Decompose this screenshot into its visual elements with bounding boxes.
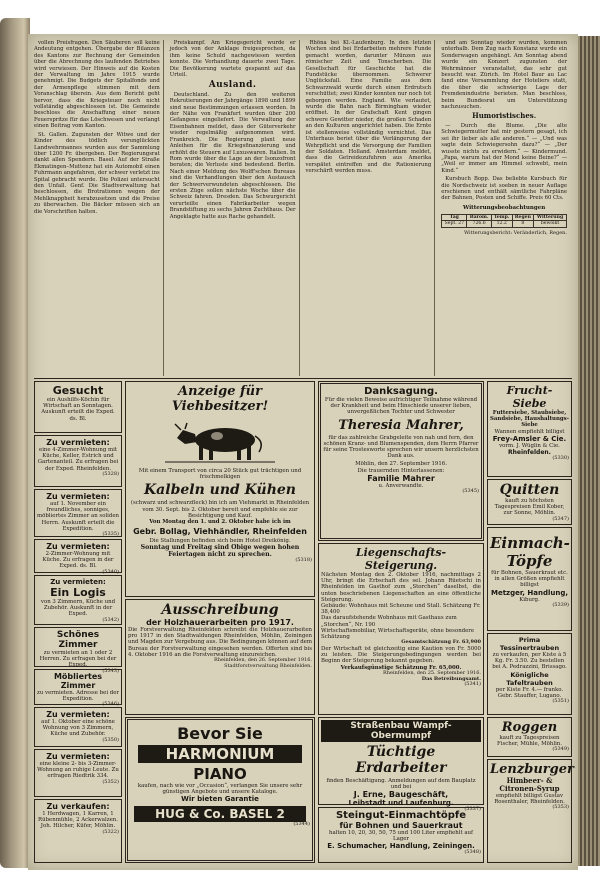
ad-text: zu vermieten an 1 oder 2 Herren. Zu erfragen bei der Exped. bbox=[39, 650, 117, 669]
weather-cell: bewölkt bbox=[534, 221, 567, 227]
ad-text: Mit einem Transport von circa 20 Stück gut trächtigen und frischmelkigen bbox=[138, 468, 302, 481]
ad-text: Die Stallungen befinden sich beim Hotel Dreikönig. bbox=[149, 538, 291, 545]
ad-zimmer-3 bbox=[34, 539, 122, 573]
ad-subtitle: der Holzhauerarbeiten pro 1917. bbox=[146, 618, 294, 627]
book-pages-edge bbox=[576, 36, 600, 866]
ad-number: (5330) bbox=[552, 455, 569, 462]
ad-title: Möbliertes Zimmer bbox=[53, 672, 103, 690]
ad-firm: Metzger, Handlung, bbox=[490, 588, 569, 597]
ad-text: per Kiste Fr. 4.— franko. Gebr. Stauffer, Lugano. bbox=[495, 686, 564, 699]
ad-number: (5341) bbox=[464, 681, 481, 688]
ad-title: Prima Tessinertrauben bbox=[499, 636, 560, 652]
news-column-2 bbox=[170, 40, 300, 376]
ad-title: Töpfe bbox=[506, 552, 553, 570]
ad-headline: Kalbeln und Kühen bbox=[144, 482, 296, 499]
ad-text: auf 1. Oktober eine schöne Wohnung von 3 Zimmern, Küche und Zubehör. bbox=[41, 719, 115, 738]
ad-title: Gesucht bbox=[52, 384, 104, 397]
ad-firm: HUG & Co. BASEL 2 bbox=[134, 806, 306, 822]
ad-number: (5337) bbox=[464, 806, 481, 813]
ad-lenzburger bbox=[487, 759, 572, 863]
ad-text: empfiehlt billigst Gustav Rosenthaler, Rheinfelden. bbox=[494, 793, 565, 806]
ad-tessinertrauben bbox=[487, 633, 572, 715]
weather-header: Regen bbox=[512, 215, 534, 221]
ad-quitten bbox=[487, 479, 572, 525]
ad-number: (5339) bbox=[552, 601, 569, 608]
ad-ausschreibung bbox=[125, 599, 315, 715]
weather-footer: Witterungsbericht: Veränderlich, Regen. bbox=[463, 229, 567, 236]
ad-text: eine 4-Zimmer-Wohnung mit Küche, Keller, Estrich und Gartenanteil. Zu erfragen bei der Exped. Rheinfelden. bbox=[37, 447, 119, 472]
ad-subtitle: Himbeer- & Citronen-Syrup bbox=[499, 776, 560, 793]
ad-headline: Bevor Sie bbox=[177, 724, 263, 743]
ad-title: Zu vermieten: bbox=[46, 710, 110, 719]
column-text: Preiskampf. Am Kriegsgericht wurde er jedoch von der Anklage freigesprochen, da ihm keine Schuld nachgewiesen werden konnte. Die Verhandlung dauerte zwei Tage. Die Bevölkerung wartete gespannt auf das Urteil. bbox=[169, 40, 296, 79]
column-text: St. Gallen. Zugunsten der Witwe und der Kinder des tödlich verunglückten Landwehrmannes wurden aus der Sammlung über 1200 Fr. übergeben. Der Regierungsrat dankt allen Spendern. Basel. Auf der Straße Ekmatingen–Muttenz hat ein Automobil einen Fuhrmann angefahren, der schwer verletzt ins Spital gebracht wurde. Die Polizei untersucht den Unfall. Genf. Die Stadtverwaltung hat beschlossen, die Brotrationen wegen der Mehlknappheit herabzusetzen und die Preise zu überwachen. Die Bäcker müssen sich an die Vorschriften halten. bbox=[34, 131, 160, 215]
ad-steingut bbox=[318, 807, 484, 863]
ad-date: Von Montag den 1. und 2. Oktober habe ich im bbox=[149, 519, 291, 526]
newspaper-page bbox=[28, 34, 578, 870]
ad-number: (5346) bbox=[102, 701, 119, 708]
ad-text: Die Forstverwaltung Rheinfelden schreibt die Holzhauerarbeiten pro 1917 in den Stadtwaldungen Rheinfelden, Möhlin, Zeiningen und Magden zur Vergebung aus. Die Bedingungen können auf dem Bureau der Forstverwaltung eingesehen werden. Offerten sind bis 4. Oktober 1916 an die Forstverwaltung einzureichen. bbox=[128, 627, 312, 658]
weather-header: Temp. bbox=[491, 215, 512, 221]
news-column-3 bbox=[306, 40, 436, 376]
ad-title: Steingut-Einmachtöpfe bbox=[335, 810, 467, 821]
ad-title: Einmach- bbox=[490, 534, 570, 552]
ad-number: (5349) bbox=[552, 746, 569, 753]
ad-number: (5353) bbox=[552, 804, 569, 811]
ad-number: (5350) bbox=[102, 736, 119, 743]
ad-text: kauft zu Tagespreisen Fischer, Mühle, Möhlin. bbox=[497, 735, 562, 748]
ad-title: Zu vermieten: bbox=[46, 438, 110, 447]
ad-title: Zu vermieten: bbox=[50, 578, 106, 586]
ad-text: halten 10, 20, 30, 50, 75 und 100 Liter empfiehlt auf Lager bbox=[328, 830, 474, 843]
ad-text: für Bohnen, Sauerkraut etc. in allen Größen empfiehlt billigst bbox=[491, 570, 568, 589]
ad-firm: Frey-Amsler & Cie. bbox=[492, 434, 567, 443]
ad-text: zu verkaufen, per Kiste à 5 Kg. Fr. 3.50. Zu bestellen bei A. Pedrazzini, Brissago. bbox=[492, 652, 567, 671]
ad-title: Ausschreibung bbox=[161, 602, 279, 618]
ad-number: (5335) bbox=[102, 531, 119, 538]
weather-header: Witterung bbox=[534, 215, 567, 221]
ad-liegenschafts-steigerung bbox=[318, 543, 484, 715]
weather-cell: 726.6 bbox=[467, 221, 491, 227]
ad-title: Königliche Tafeltrauben bbox=[506, 670, 553, 687]
ad-family: u. Anverwandte. bbox=[378, 482, 424, 489]
ad-title: Zu verkaufen: bbox=[46, 802, 110, 811]
section-heading: Humoristisches. bbox=[472, 111, 537, 121]
ad-number: (5340) bbox=[102, 568, 119, 575]
ad-moebliertes-zimmer bbox=[34, 669, 122, 708]
ad-logis bbox=[34, 575, 122, 625]
ad-text: für das zahlreiche Grabgeleite von nah und fern, den schönen Kranz- und Blumenspenden, dem Herrn Pfarrer für seine Trostesworte sprechen wir unsern herzlichsten Dank aus. bbox=[323, 434, 479, 460]
ad-text: finden Beschäftigung. Anmeldungen auf dem Bauplatz und bei bbox=[326, 778, 476, 791]
cow-icon bbox=[155, 416, 285, 466]
book-binding-left bbox=[0, 18, 30, 868]
ad-number: (5345) bbox=[462, 488, 479, 495]
ad-sign: Stadtforstverwaltung Rheinfelden. bbox=[224, 662, 312, 669]
weather-table bbox=[441, 214, 567, 227]
weather-cell: 12.2 bbox=[491, 221, 512, 227]
ad-firm: Gebr. Bollag, Viehhändler, Rheinfelden bbox=[133, 527, 307, 537]
weather-header: Barom. bbox=[467, 215, 491, 221]
ads-section bbox=[34, 378, 572, 866]
column-text: und am Sonntag wieder wurden, kommen unterhalb. Dem Zug nach Konstanz wurde ein Sonderwagen angehängt. Am Sonntag abend wurde ein Konzert zugunsten der Wehrmänner veranstaltet, das sehr gut besucht war. Zürich. Im Hotel Baur au Lac fand eine Versammlung der Hoteliers statt, die über die schwierige Lage der Fremdenindustrie berieten. Man beschloss, beim Bundesrat um Unterstützung nachzusuchen. bbox=[441, 40, 567, 111]
ad-text: kauft zu höchsten Tagespreisen Emil Kober, zur Sonne, Möhlin. bbox=[494, 498, 565, 517]
ad-number: (5347) bbox=[552, 515, 569, 522]
ad-title: Zu vermieten: bbox=[46, 542, 110, 551]
ad-number: (5348) bbox=[464, 849, 481, 856]
ad-number: (5344) bbox=[293, 821, 310, 828]
ad-guarantee: Wir bieten Garantie bbox=[181, 795, 259, 804]
column-text: — Durch die Blume. „Die alte Schwiegermutter hat mir gestern gesagt, ich sei ihr lieber als alle anderen.“ — „Und was sagte dein Schwiegersohn dazu?“ — „Der wusste nichts zu erwidern.“ — Kindermund. „Papa, warum hat der Mond keine Beine?“ — „Weil er immer am Himmel schwebt, mein Kind.“ bbox=[441, 122, 567, 174]
ad-sign: Rheinfelden, den 26. September 1916. bbox=[214, 657, 312, 664]
ad-text: (schwarz und schwarzfleck) bin ich am Viehmarkt in Rheinfelden vom 30. Sept. bis 2. Oktober bereit und empfehle sie zur Besichtigung und Kauf. bbox=[130, 500, 310, 519]
ad-subtitle: für Bohnen und Sauerkraut bbox=[339, 821, 463, 830]
ad-bid: Verkaufsgünstige Schätzung Fr. 65,000. bbox=[340, 664, 462, 671]
ad-firm: vorm. J. Wüglin & Cie. bbox=[499, 442, 560, 449]
column-text: Kursbuch Bopp. Das beliebte Kursbuch für die Nordschweiz ist soeben in neuer Auflage erschienen und enthält sämtliche Fahrpläne der Bahnen, Posten und Schiffe. Preis 60 Cts. bbox=[441, 176, 567, 202]
ad-subtitle: Ein Logis bbox=[50, 586, 106, 599]
ad-title: Quitten bbox=[499, 482, 560, 498]
ad-title: Schönes Zimmer bbox=[56, 630, 100, 650]
ad-text: Wannen empfiehlt billigst bbox=[494, 428, 565, 435]
ad-number: (5322) bbox=[102, 828, 119, 835]
ad-notice: Sonntag und Freitag sind Obige wegen hohen Feiertagen nicht zu sprechen. bbox=[140, 544, 300, 559]
ad-gesucht bbox=[34, 381, 122, 433]
ad-number: (5351) bbox=[552, 698, 569, 705]
ad-text: Der Wirtschaft ist gleichzeitig eine Kaution von Fr. 5000 zu leisten. Die Steigerungsbedingungen werden bei Beginn der Steigerung bekannt gegeben. bbox=[321, 646, 481, 665]
column-text: vollen Preisfragen. Den Säuberen soll keine Andeutung entgehen. Übergabe der Bilanzen des Kantons zur Rechnung der Gemeinden über die Abrechnung des laufenden Betriebes wird verwiesen. Der Hinweis auf die Kosten der Verwaltung im Jahre 1915 wurde genehmigt. Die Budgets der Spitalfonds und der Armenpflege stimmen mit dem Voranschlag überein. Aus dem Bericht geht hervor, dass die Kriegsteuer noch nicht vollständig abgeschlossen ist. Die Gemeinde beschloss die Anschaffung einer neuen Feuerspritze für das Löschwesen und verlangt einen Beitrag vom Kanton. bbox=[34, 40, 160, 130]
column-text: Rhöna bei Kl.-Laufenburg. In den letzten Wochen sind bei Erdarbeiten mehrere Funde gemacht worden, darunter Münzen aus römischer Zeit und Tonscherben. Die Gesellschaft für Geschichte hat die Fundstücke übernommen. Schwerer Unglücksfall. Eine Familie aus dem Schwarzwald wurde durch einen Erdrutsch verschüttet; zwei Kinder konnten nur noch tot geborgen werden. England. Wie verlautet, wurde die Bahn nach Birmingham wieder eröffnet. In der Grafschaft Kent gingen schwere Gewitter nieder, die großen Schaden an den Kulturen angerichtet haben. Die Ernte ist stellenweise vollständig vernichtet. Das Unterhaus beriet über die Verlängerung der Wehrpflicht und die Versorgung der Familien der Soldaten. Holland. Amsterdam meldet, dass die Getreidezufuhren aus Amerika verspätet eintreffen und die Rationierung verschärft werden muss. bbox=[305, 40, 432, 175]
ad-zimmer-1 bbox=[34, 435, 122, 487]
weather-title: Witterungsbeobachtungen bbox=[463, 204, 546, 211]
ad-strassenbau bbox=[318, 717, 484, 813]
ad-lot: Wirtschaftsmobiliar, Wirtschaftsgeräte, ohne besondere Schätzung bbox=[321, 627, 475, 641]
ad-einmach-toepfe bbox=[487, 527, 572, 631]
ad-zu-verkaufen bbox=[34, 799, 122, 863]
section-heading: Ausland. bbox=[208, 80, 257, 91]
ad-title: Liegenschafts-Steigerung. bbox=[355, 546, 447, 572]
ad-text: eine kleine 2- bis 3-Zimmer-Wohnung an ruhige Leute. Zu erfragen Riedtrik 334. bbox=[37, 761, 119, 780]
ad-title: Anzeige für Viehbesitzer! bbox=[171, 384, 269, 414]
ad-place: Möhlin, den 27. September 1916. bbox=[355, 461, 447, 468]
ad-lot: Das daraufstehende Wohnhaus mit Gasthaus zum „Storchen“, Nr. 190 bbox=[321, 615, 457, 628]
ad-sign: Die trauernden Hinterlassenen: bbox=[357, 467, 445, 474]
ad-firm: J. Erne, Baugeschäft, bbox=[353, 790, 449, 800]
ad-title: Lenzburger bbox=[490, 762, 574, 777]
news-column-1 bbox=[34, 40, 164, 376]
ad-danksagung bbox=[318, 381, 484, 541]
ad-harmonium bbox=[125, 717, 315, 863]
ad-place: Rheinfelden. bbox=[508, 449, 551, 457]
ad-lot: Gebäude: Wohnhaus mit Scheune und Stall. Schätzung Fr. 38,400 bbox=[321, 603, 481, 616]
ad-text: auf 1. November ein freundliches, sonniges, möbliertes Zimmer an soliden Herrn. Auskunft erteilt die Expedition. bbox=[37, 501, 120, 532]
ad-name: Theresia Mahrer, bbox=[338, 417, 464, 433]
ad-headline: HARMONIUM bbox=[138, 745, 302, 763]
ad-text: von 3 Zimmern, Küche und Zubehör. Auskunft in der Exped. bbox=[40, 599, 116, 618]
ad-number: (5342) bbox=[102, 616, 119, 623]
ad-number: (5343) bbox=[102, 667, 119, 674]
ad-text: Für die vielen Beweise aufrichtiger Teilnahme während der Krankheit und beim Hinschiede unserer lieben, unvergeßlichen Tochter und Schwester bbox=[324, 397, 478, 416]
ad-zimmer-4 bbox=[34, 707, 122, 747]
news-column-4 bbox=[441, 40, 570, 376]
cow-illustration bbox=[128, 416, 312, 466]
ad-zimmer-2 bbox=[34, 489, 122, 537]
ad-text: 1 Herdwagen, 1 Karren, 1 Rübenmühle, 2 Ackerwalzen. Joh. Hilcher, Küfer, Möhlin. bbox=[38, 811, 118, 830]
weather-cell: 8 bbox=[512, 221, 534, 227]
ad-viehbesitzer bbox=[125, 381, 315, 597]
ad-firm: E. Schumacher, Handlung, Zeiningen. bbox=[327, 842, 475, 851]
ad-number: (5318) bbox=[295, 557, 312, 564]
ad-place: Leibstadt und Laufenburg. bbox=[348, 799, 454, 808]
ad-sign: Rheinfelden, den 25. September 1916. bbox=[383, 669, 481, 676]
ad-headline: PIANO bbox=[193, 765, 247, 783]
ad-title: Straßenbau Wampf-Obermumpf bbox=[321, 720, 481, 742]
ad-family: Familie Mahrer bbox=[367, 473, 435, 483]
column-text: Deutschland. Zu den weiteren Rekrutierungen der Jahrgänge 1898 und 1899 sind neue Bestimmungen erlassen worden. In der Nähe von Frankfurt wurden über 200 Gefangene eingeliefert. Die Verwaltung der Eisenbahnen meldet, dass der Güterverkehr wieder regelmäßig aufgenommen wird. Frankreich. Die Regierung plant neue Anleihen für die Kriegsfinanzierung und erhöht die Steuern auf Luxuswaren. Italien. In Rom wurde über die Lage an der Isonzofront beraten; die Verluste sind bedeutend. Berlin. Nach einer Meldung des Wolff'schen Bureaus sind die Verhandlungen über den Austausch der Schwerverwundeten abgeschlossen. Die ersten Züge sollen nächste Woche über die Schweiz fahren. Dresden. Das Schwurgericht verurteilte einen Fabrikarbeiter wegen Brandstiftung zu sechs Jahren Zuchthaus. Der Angeklagte hatte aus Rache gehandelt. bbox=[169, 91, 296, 220]
ad-sign: Das Betreibungsamt. bbox=[421, 675, 481, 682]
ad-place: Kiburg. bbox=[519, 596, 540, 603]
news-columns bbox=[34, 40, 570, 376]
ad-roggen bbox=[487, 717, 572, 757]
ad-text: kaufen, nach wie vor „Occasion“, verlangen Sie unsere sehr günstigen Angebote und unsere Kataloge. bbox=[137, 783, 303, 796]
ad-schoenes-zimmer bbox=[34, 627, 122, 674]
ad-fruchtsiebe bbox=[487, 381, 572, 477]
ad-text: ein Aushilfs-Köchin für Wirtschaft an Sonntagen. Auskunft erteilt die Exped. ds. Bl. bbox=[41, 397, 115, 422]
ad-text: Nächsten Montag den 2. Oktober 1916, nachmittags 2 Uhr, bringt die Erbschaft des sel. Johann Rüetschi in Rheinfelden im Gasthof zum „Storchen“ daselbst, die unten beschriebenen Liegenschaften an eine öffentliche Steigerung. bbox=[321, 572, 481, 603]
ad-title: Danksagung. bbox=[364, 386, 438, 397]
ad-text: 2-Zimmer-Wohnung mit Küche. Zu erfragen in der Exped. ds. Bl. bbox=[42, 551, 114, 570]
weather-cell: Sept. 27 bbox=[442, 221, 467, 227]
ad-zimmer-5 bbox=[34, 749, 122, 797]
ad-text: zu vermieten. Adresse bei der Expedition. bbox=[37, 690, 119, 703]
ad-headline: Tüchtige Erdarbeiter bbox=[355, 744, 447, 776]
ad-title: Frucht-Siebe bbox=[506, 384, 553, 410]
ad-title: Roggen bbox=[501, 720, 558, 735]
ad-number: (5328) bbox=[102, 470, 119, 477]
ad-title: Zu vermieten: bbox=[46, 492, 110, 501]
ad-title: Zu vermieten: bbox=[46, 752, 110, 761]
ad-subtitle: Futtersiebe, Staubsiebe, Sandsiebe, Haushaltungs-Siebe bbox=[490, 410, 569, 429]
ad-total: Gesamtschätzung Fr. 63,900 bbox=[401, 639, 481, 646]
ad-number: (5352) bbox=[102, 778, 119, 785]
weather-header: Tag bbox=[442, 215, 467, 221]
